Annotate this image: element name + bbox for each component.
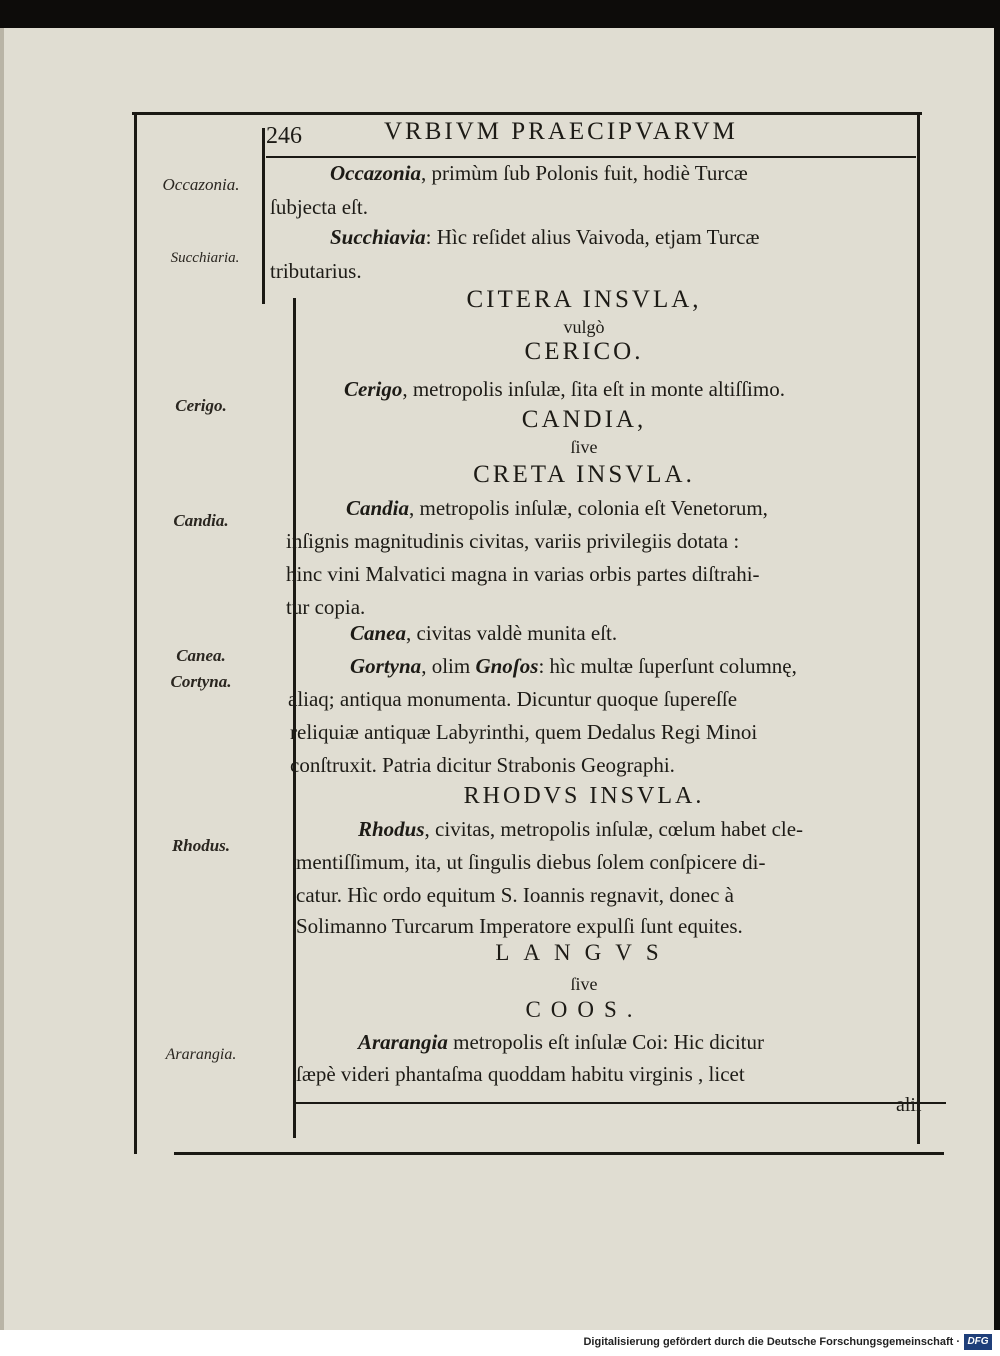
bottom-rule <box>174 1152 944 1155</box>
rhodus-line-2: mentiſſimum, ita, ut ſingulis diebus ſolem conſpicere di- <box>296 850 766 874</box>
place-name-cerigo: Cerigo <box>344 377 403 401</box>
canea-line <box>350 621 617 646</box>
margin-note-cortyna: Cortyna. <box>170 672 232 691</box>
ararangia-text-1: metropolis eſt inſulæ Coi: Hic dicitur <box>447 1030 765 1054</box>
dfg-logo: DFG <box>964 1334 992 1350</box>
margin-note-ararangia: Ararangia. <box>165 1046 237 1063</box>
funding-credit: Digitalisierung gefördert durch die Deutsche Forschungsgemeinschaft · <box>583 1336 960 1348</box>
margin-note-occazonia: Occazonia. <box>162 175 240 194</box>
candia-line-2: inſignis magnitudinis civitas, variis privilegiis dotata : <box>286 529 740 553</box>
header-rule <box>266 156 916 158</box>
left-outer-rule <box>134 114 137 1154</box>
rhodus-line-4: Solimanno Turcarum Imperatore expulſi ſunt equites. <box>296 914 743 938</box>
heading-langus: LANGVS <box>495 940 673 965</box>
subheading-sive-1: ſive <box>570 437 598 457</box>
ararangia-line-2: ſæpè videri phantaſma quoddam habitu virginis , licet <box>296 1062 745 1086</box>
place-name-occazonia: Occazonia <box>330 161 421 185</box>
gortyna-text: : hìc multæ ſuperſunt columnę, <box>538 654 797 678</box>
heading-candia: CANDIA, <box>521 406 647 433</box>
margin-note-succhiaria: Succhiaria. <box>170 250 240 266</box>
succhiavia-line <box>330 225 760 250</box>
place-name-gnosos: Gnoſos <box>475 654 539 678</box>
candia-line-4: tur copia. <box>286 595 366 619</box>
rhodus-line-1 <box>358 817 803 842</box>
running-title: VRBIVM PRAECIPVARVM <box>384 118 738 145</box>
gortyna-olim: , olim <box>421 654 476 678</box>
footer-bar <box>0 1330 1000 1356</box>
place-name-gortyna: Gortyna <box>350 654 422 678</box>
heading-citera: CITERA INSVLA, <box>466 286 702 313</box>
text-bottom-rule <box>296 1102 946 1104</box>
gortyna-line-2: aliaq; antiqua monumenta. Dicuntur quoque ſupereſſe <box>288 687 738 711</box>
heading-creta: CRETA INSVLA. <box>473 461 695 488</box>
subheading-vulgo: vulgò <box>563 317 605 337</box>
candia-text-1: , metropolis inſulæ, colonia eſt Venetorum, <box>409 496 768 520</box>
margin-note-rhodus: Rhodus. <box>171 836 231 855</box>
catchword: alii <box>896 1094 922 1116</box>
heading-coos: COOS. <box>525 997 643 1022</box>
book-page <box>0 28 994 1330</box>
occazonia-text: , primùm ſub Polonis fuit, hodiè Turcæ <box>421 161 748 185</box>
gortyna-line-1 <box>350 654 797 679</box>
rhodus-line-3: catur. Hìc ordo equitum S. Ioannis regnavit, donec à <box>296 883 734 907</box>
occazonia-continuation: ſubjecta eſt. <box>270 195 368 219</box>
margin-note-cerigo: Cerigo. <box>175 396 227 415</box>
cerigo-text: , metropolis inſulæ, ſita eſt in monte altiſſimo. <box>402 377 785 401</box>
heading-rhodus: RHODVS INSVLA. <box>463 783 705 809</box>
place-name-candia: Candia <box>346 496 410 520</box>
succhiavia-continuation: tributarius. <box>270 259 362 283</box>
page-number: 246 <box>266 123 302 149</box>
candia-line-1 <box>346 496 768 521</box>
place-name-succhiavia: Succhiavia <box>330 225 426 249</box>
canea-text: , civitas valdè munita eſt. <box>406 621 618 645</box>
place-name-ararangia: Ararangia <box>358 1030 448 1054</box>
gortyna-line-3: reliquiæ antiquæ Labyrinthi, quem Dedalus Regi Minoi <box>290 720 758 744</box>
ararangia-line-1 <box>358 1030 764 1055</box>
margin-column-rule <box>262 128 265 304</box>
place-name-rhodus: Rhodus <box>358 817 425 841</box>
subheading-sive-2: ſive <box>570 974 598 994</box>
gortyna-line-4: conſtruxit. Patria dicitur Strabonis Geographi. <box>290 753 675 777</box>
top-rule <box>132 112 922 115</box>
rhodus-text-1: , civitas, metropolis inſulæ, cœlum habet cle- <box>424 817 804 841</box>
occazonia-line <box>330 161 748 186</box>
place-name-canea: Canea <box>350 621 407 645</box>
margin-note-canea: Canea. <box>176 646 226 665</box>
heading-cerico: CERICO. <box>524 338 644 365</box>
succhiavia-text: : Hìc reſidet alius Vaivoda, etjam Turcæ <box>425 225 760 249</box>
margin-note-candia: Candia. <box>173 511 229 530</box>
candia-line-3: hinc vini Malvatici magna in varias orbis partes diſtrahi- <box>286 562 760 586</box>
cerigo-line <box>344 377 785 402</box>
right-rule <box>917 114 920 1144</box>
